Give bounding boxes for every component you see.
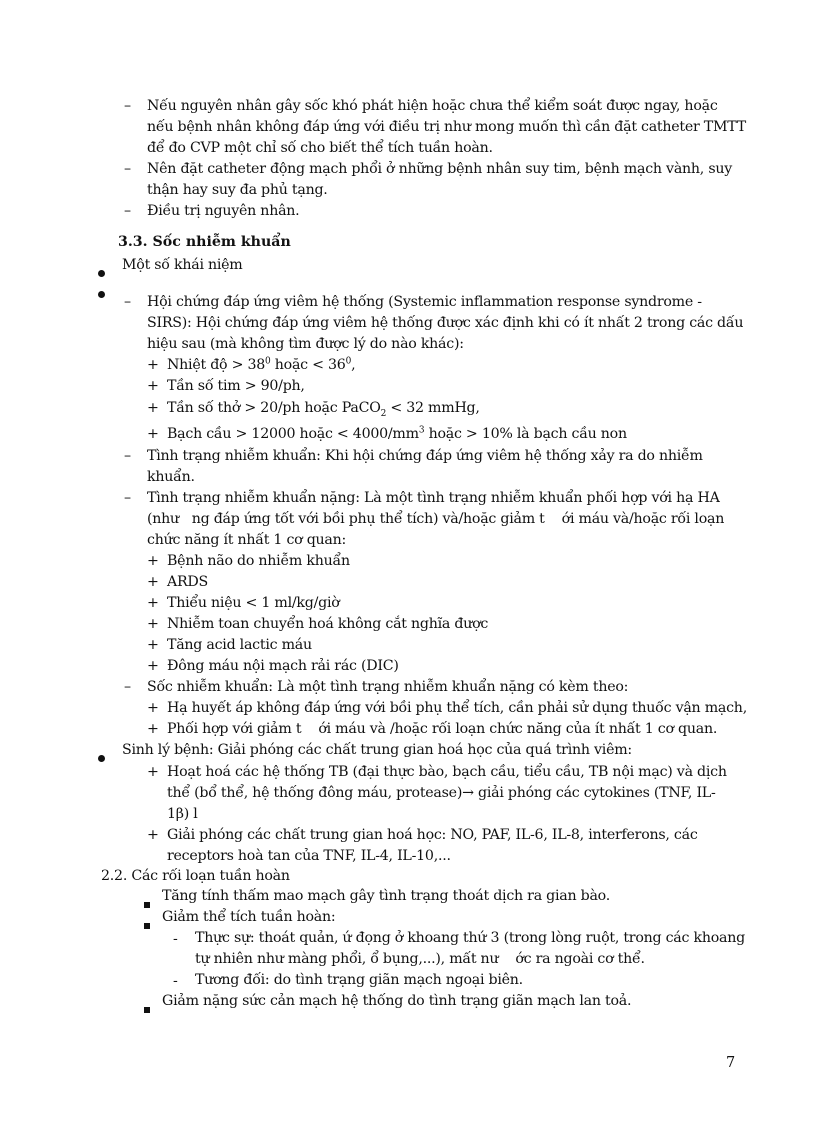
plus-marker: + — [147, 574, 159, 590]
plus-marker: + — [147, 764, 159, 780]
text-line: Hoạt hoá các hệ thống TB (đại thực bào, bạch cầu, tiểu cầu, TB nội mạc) và dịch — [167, 764, 727, 780]
text-line: để đo CVP một chỉ số cho biết thể tích tuần hoàn. — [147, 140, 493, 156]
text-line: Tình trạng nhiễm khuẩn nặng: Là một tình trạng nhiễm khuẩn phối hợp với hạ HA — [147, 490, 720, 506]
dash-marker: – — [124, 98, 131, 114]
text-line: 1β) l — [167, 806, 198, 822]
text-line: Điều trị nguyên nhân. — [147, 203, 300, 219]
plus-marker: + — [147, 827, 159, 843]
plus-marker: + — [147, 616, 159, 632]
text-line: (như ng đáp ứng tốt với bồi phụ thể tích) và/hoặc giảm t ới máu và/hoặc rối loạn — [147, 511, 725, 527]
text-line: SIRS): Hội chứng đáp ứng viêm hệ thống được xác định khi có ít nhất 2 trong các dấu — [147, 315, 744, 331]
bullet-title: Một số khái niệm — [122, 257, 243, 273]
bullet-dot — [98, 262, 105, 281]
text-line: Tình trạng nhiễm khuẩn: Khi hội chứng đáp ứng viêm hệ thống xảy ra do nhiễm — [147, 448, 703, 464]
list-item: Bệnh não do nhiễm khuẩn — [167, 553, 350, 569]
list-item: Phối hợp với giảm t ới máu và /hoặc rối loạn chức năng của ít nhất 1 cơ quan. — [167, 721, 718, 737]
list-item: Nhiễm toan chuyển hoá không cắt nghĩa được — [167, 616, 489, 632]
text-line: tự nhiên như màng phổi, ổ bụng,...), mất nư ớc ra ngoài cơ thể. — [195, 951, 645, 967]
bullet-title: Sinh lý bệnh: Giải phóng các chất trung gian hoá học của quá trình viêm: — [122, 742, 632, 758]
list-item: Hạ huyết áp không đáp ứng với bồi phụ thể tích, cần phải sử dụng thuốc vận mạch, — [167, 700, 747, 716]
plus-marker: + — [147, 700, 159, 716]
list-item: Thiểu niệu < 1 ml/kg/giờ — [167, 595, 340, 611]
bullet-dot — [98, 283, 105, 302]
text-line: thể (bổ thể, hệ thống đông máu, protease)→ giải phóng các cytokines (TNF, IL- — [167, 785, 716, 801]
low-dash-marker: - — [173, 931, 178, 947]
criteria-respiration: Tần số thở > 20/ph hoặc PaCO$_2$ < 32 mmHg, — [167, 400, 480, 419]
criteria-temperature: Nhiệt độ > $38^0$ hoặc < $36^0$, — [167, 356, 356, 373]
plus-marker: + — [147, 595, 159, 611]
plus-marker: + — [147, 357, 159, 373]
dash-marker: – — [124, 679, 131, 695]
square-bullet — [144, 893, 150, 912]
dash-marker: – — [124, 161, 131, 177]
dash-marker: – — [124, 294, 131, 310]
plus-marker: + — [147, 426, 159, 442]
text-line: nếu bệnh nhân không đáp ứng với điều trị như mong muốn thì cần đặt catheter TMTT — [147, 119, 746, 135]
dash-marker: – — [124, 490, 131, 506]
text-line: chức năng ít nhất 1 cơ quan: — [147, 532, 347, 548]
low-dash-marker: - — [173, 973, 178, 989]
text-line: Sốc nhiễm khuẩn: Là một tình trạng nhiễm khuẩn nặng có kèm theo: — [147, 679, 629, 695]
list-item: Đông máu nội mạch rải rác (DIC) — [167, 658, 399, 674]
square-bullet — [144, 914, 150, 933]
plus-marker: + — [147, 400, 159, 416]
text-line: receptors hoà tan của TNF, IL-4, IL-10,... — [167, 848, 451, 864]
criteria-wbc: Bạch cầu > 12000 hoặc < $4000/mm^3$ hoặc > 10% là bạch cầu non — [167, 425, 627, 442]
square-bullet — [144, 998, 150, 1017]
dash-marker: – — [124, 448, 131, 464]
dash-marker: – — [124, 203, 131, 219]
plus-marker: + — [147, 721, 159, 737]
text-line: Giải phóng các chất trung gian hoá học: NO, PAF, IL-6, IL-8, interferons, các — [167, 827, 698, 843]
page-number: 7 — [726, 1055, 736, 1071]
list-item: Tăng acid lactic máu — [167, 637, 312, 653]
criteria-heart-rate: Tần số tim > 90/ph, — [167, 378, 305, 394]
text-line: Tăng tính thấm mao mạch gây tình trạng thoát dịch ra gian bào. — [162, 888, 610, 904]
plus-marker: + — [147, 378, 159, 394]
subsection-title: 2.2. Các rối loạn tuần hoàn — [101, 868, 290, 884]
text-line: thận hay suy đa phủ tạng. — [147, 182, 328, 198]
plus-marker: + — [147, 553, 159, 569]
text-line: Nếu nguyên nhân gây sốc khó phát hiện hoặc chưa thể kiểm soát được ngay, hoặc — [147, 98, 718, 114]
text-line: khuẩn. — [147, 469, 195, 485]
text-line: hiệu sau (mà không tìm được lý do nào khác): — [147, 336, 464, 352]
text-line: Giảm thể tích tuần hoàn: — [162, 909, 336, 925]
text-line: Hội chứng đáp ứng viêm hệ thống (Systemic inflammation response syndrome - — [147, 294, 702, 310]
bullet-dot — [98, 747, 105, 766]
plus-marker: + — [147, 658, 159, 674]
text-line: Thực sự: thoát quản, ứ đọng ở khoang thứ 3 (trong lòng ruột, trong các khoang — [195, 930, 745, 946]
list-item: ARDS — [167, 574, 209, 590]
plus-marker: + — [147, 637, 159, 653]
text-line: Giảm nặng sức cản mạch hệ thống do tình trạng giãn mạch lan toả. — [162, 993, 632, 1009]
section-heading: 3.3. Sốc nhiễm khuẩn — [118, 234, 291, 250]
text-line: Tương đối: do tình trạng giãn mạch ngoại biên. — [195, 972, 523, 988]
text-line: Nên đặt catheter động mạch phổi ở những bệnh nhân suy tim, bệnh mạch vành, suy — [147, 161, 732, 177]
